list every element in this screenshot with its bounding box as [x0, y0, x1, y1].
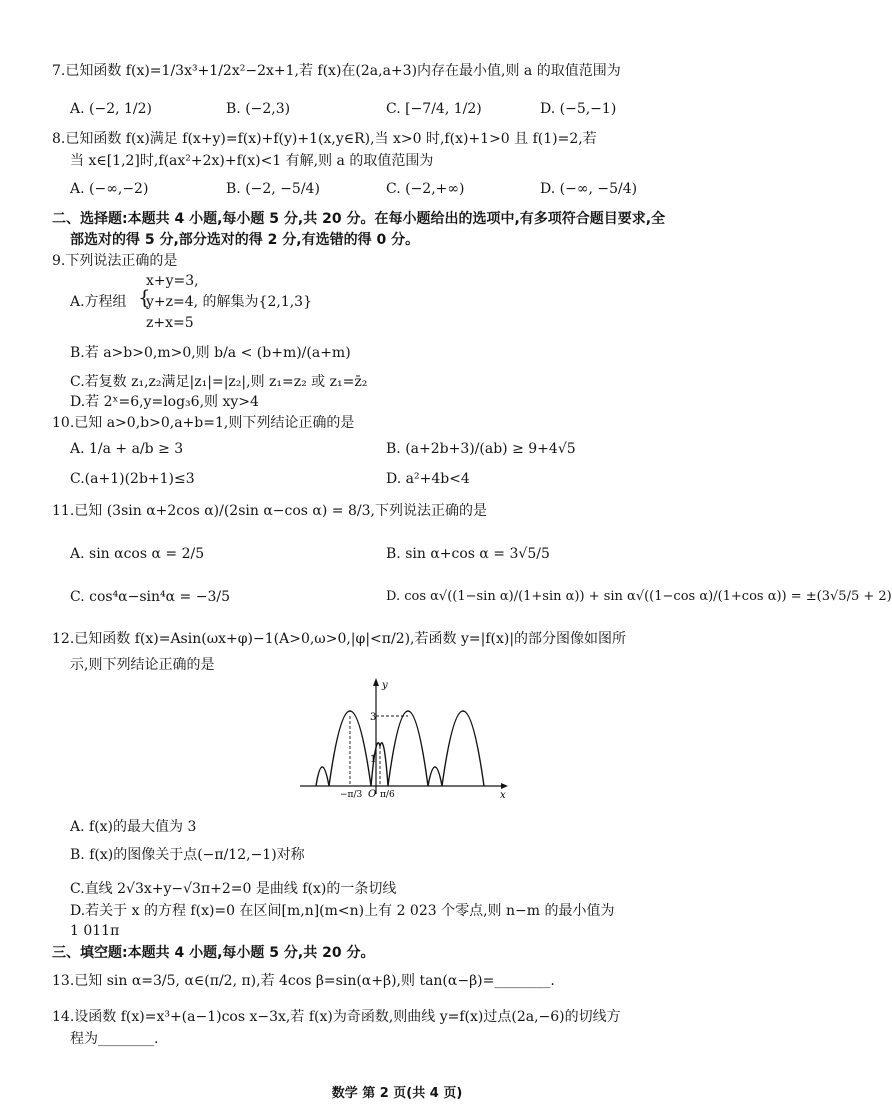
q12-stem-line2: 示,则下列结论正确的是: [70, 657, 215, 673]
q12-option-d-line1: D.若关于 x 的方程 f(x)=0 在区间[m,n](m<n)上有 2 023 个零点,则 n−m 的最小值为: [70, 903, 615, 919]
q14-stem-line1: 14.设函数 f(x)=x³+(a−1)cos x−3x,若 f(x)为奇函数,则曲线 y=f(x)过点(2a,−6)的切线方: [52, 1009, 621, 1025]
tick-label-3: 3: [370, 712, 377, 723]
brace-icon: {: [138, 285, 151, 309]
page-footer: 数学 第 2 页(共 4 页): [331, 1086, 463, 1101]
q9-option-c: C.若复数 z₁,z₂满足|z₁|=|z₂|,则 z₁=z₂ 或 z₁=z̄₂: [70, 374, 368, 390]
q11-option-b: B. sin α+cos α = 3√5/5: [386, 546, 550, 562]
y-axis-label: y: [382, 680, 388, 691]
q14-stem-line2: 程为________.: [70, 1031, 159, 1047]
tick-label-pi-6: π/6: [380, 790, 395, 800]
q8-stem-line2: 当 x∈[1,2]时,f(ax²+2x)+f(x)<1 有解,则 a 的取值范围为: [70, 153, 434, 169]
q7-option-c: C. [−7/4, 1/2): [386, 101, 482, 117]
section-2-heading-line2: 部选对的得 5 分,部分选对的得 2 分,有选错的得 0 分。: [70, 232, 420, 248]
q7-stem: 7.已知函数 f(x)=1/3x³+1/2x²−2x+1,若 f(x)在(2a,a+3)内存在最小值,则 a 的取值范围为: [52, 63, 621, 79]
q9-equation-1: x+y=3,: [146, 273, 199, 289]
q12-option-b: B. f(x)的图像关于点(−π/12,−1)对称: [70, 847, 305, 863]
q10-option-c: C.(a+1)(2b+1)≤3: [70, 471, 195, 487]
q12-option-a: A. f(x)的最大值为 3: [70, 819, 197, 835]
q9-option-b: B.若 a>b>0,m>0,则 b/a < (b+m)/(a+m): [70, 345, 351, 361]
section-2-heading-line1: 二、选择题:本题共 4 小题,每小题 5 分,共 20 分。在每小题给出的选项中,有多项符合题目要求,全: [52, 211, 666, 227]
graph-curve: [316, 711, 484, 786]
q12-stem-line1: 12.已知函数 f(x)=Asin(ωx+φ)−1(A>0,ω>0,|φ|<π/2),若函数 y=|f(x)|的部分图像如图所: [52, 631, 627, 647]
q11-option-d: D. cos α√((1−sin α)/(1+sin α)) + sin α√((1−cos α)/(1+cos α)) = ±(3√5/5 + 2): [386, 589, 892, 604]
section-3-heading: 三、填空题:本题共 4 小题,每小题 5 分,共 20 分。: [52, 945, 375, 961]
q8-option-c: C. (−2,+∞): [386, 181, 465, 197]
q7-option-d: D. (−5,−1): [540, 101, 617, 117]
q7-option-a: A. (−2, 1/2): [70, 101, 153, 117]
q7-option-b: B. (−2,3): [226, 101, 291, 117]
q8-stem-line1: 8.已知函数 f(x)满足 f(x+y)=f(x)+f(y)+1(x,y∈R),当 x>0 时,f(x)+1>0 且 f(1)=2,若: [52, 131, 597, 147]
function-graph: [296, 676, 512, 801]
q9-option-a-label: A.方程组: [70, 294, 127, 310]
tick-label-1: 1: [370, 754, 377, 765]
origin-label: O: [368, 789, 377, 800]
q11-stem: 11.已知 (3sin α+2cos α)/(2sin α−cos α) = 8/3,下列说法正确的是: [52, 503, 487, 519]
q9-equation-2: y+z=4, 的解集为{2,1,3}: [146, 294, 312, 310]
q13-stem: 13.已知 sin α=3/5, α∈(π/2, π),若 4cos β=sin(α+β),则 tan(α−β)=________.: [52, 973, 555, 989]
q10-option-d: D. a²+4b<4: [386, 471, 470, 487]
tick-label-neg-pi-3: −π/3: [340, 790, 363, 800]
q12-option-c: C.直线 2√3x+y−√3π+2=0 是曲线 f(x)的一条切线: [70, 881, 397, 897]
y-axis-arrow-icon: [373, 678, 379, 686]
q8-option-d: D. (−∞, −5/4): [540, 181, 638, 197]
q11-option-c: C. cos⁴α−sin⁴α = −3/5: [70, 589, 231, 605]
q9-equation-3: z+x=5: [146, 315, 194, 331]
q9-stem: 9.下列说法正确的是: [52, 253, 178, 269]
q10-option-a: A. 1/a + a/b ≥ 3: [70, 441, 184, 457]
q9-option-d: D.若 2ˣ=6,y=log₃6,则 xy>4: [70, 394, 259, 410]
q8-option-a: A. (−∞,−2): [70, 181, 149, 197]
q10-stem: 10.已知 a>0,b>0,a+b=1,则下列结论正确的是: [52, 415, 355, 431]
q10-option-b: B. (a+2b+3)/(ab) ≥ 9+4√5: [386, 441, 576, 457]
q12-option-d-line2: 1 011π: [70, 923, 120, 939]
x-axis-label: x: [500, 790, 506, 801]
q11-option-a: A. sin αcos α = 2/5: [70, 546, 205, 562]
x-axis-arrow-icon: [501, 783, 508, 789]
q8-option-b: B. (−2, −5/4): [226, 181, 320, 197]
